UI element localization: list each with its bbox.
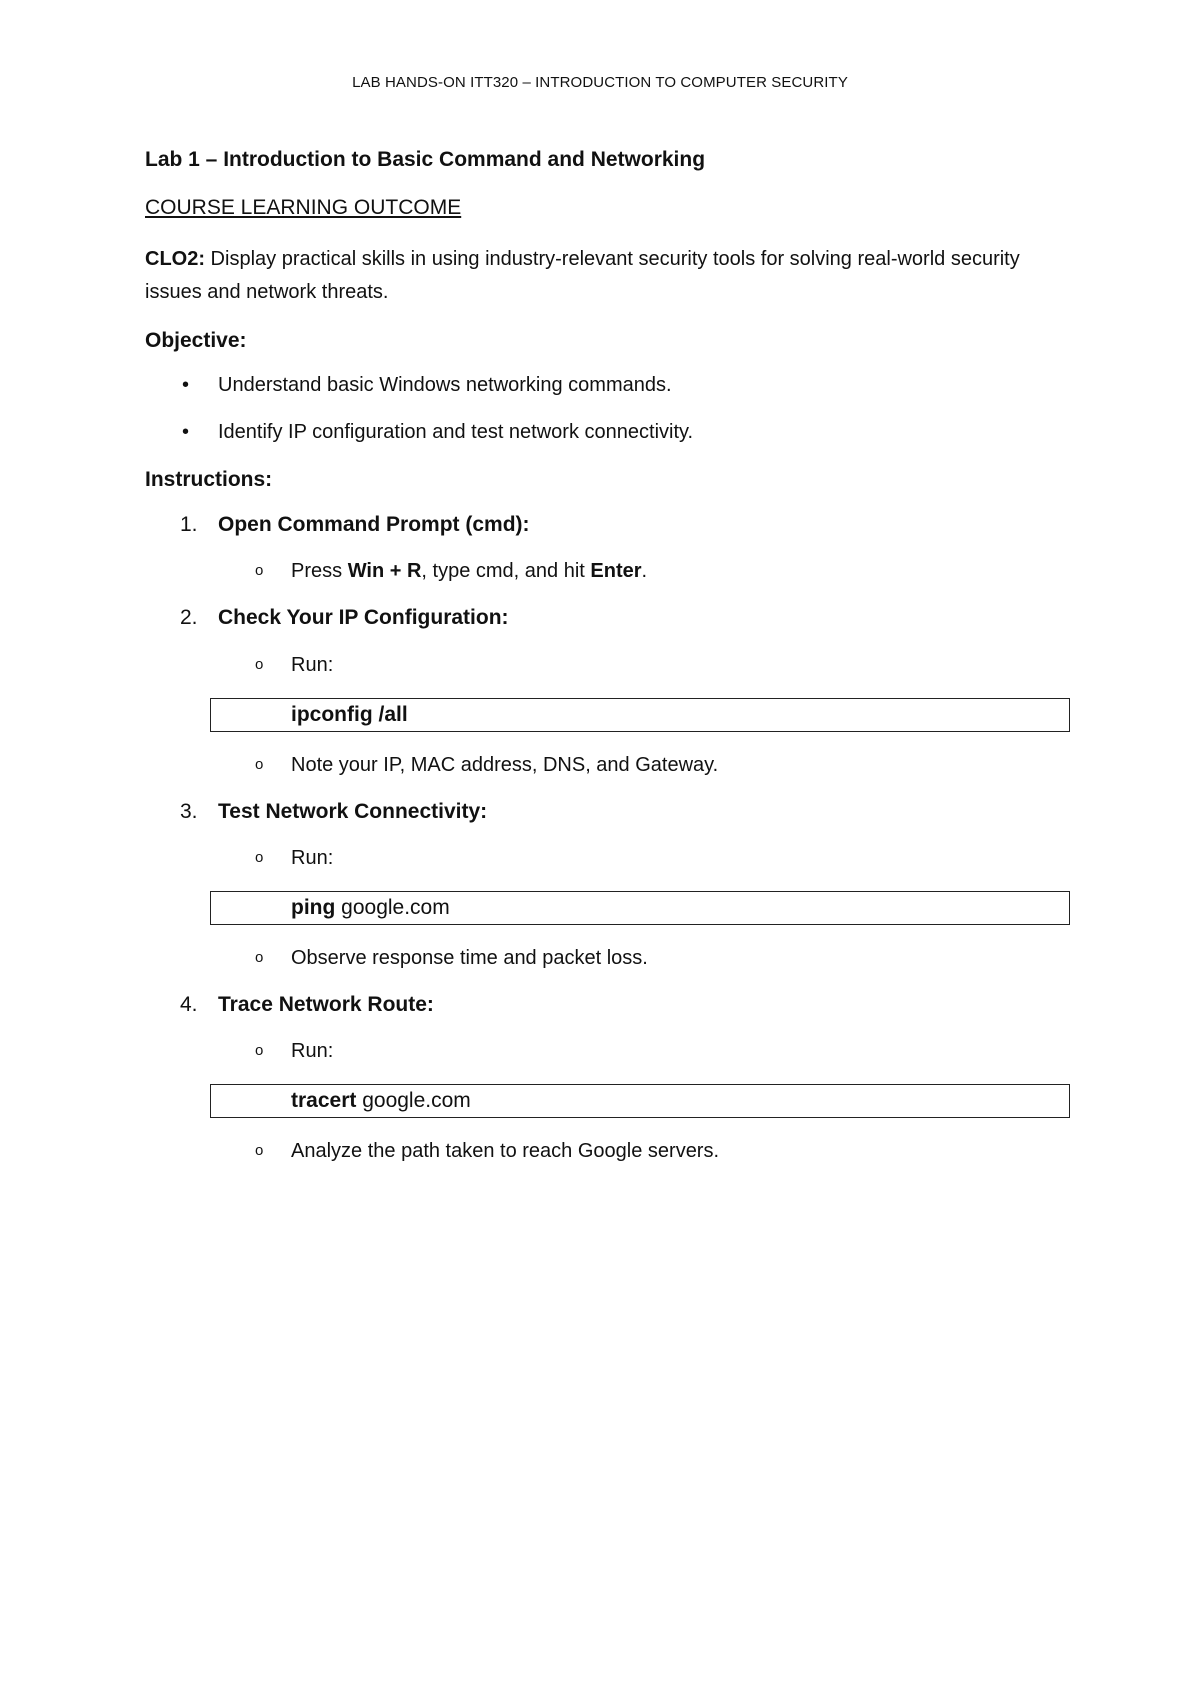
document-body xyxy=(145,146,1065,1184)
step-number: 2. xyxy=(180,606,198,630)
course-learning-outcome-heading: COURSE LEARNING OUTCOME xyxy=(145,196,462,220)
note-text: Analyze the path taken to reach Google servers. xyxy=(291,1140,720,1163)
sub-bullet-icon: o xyxy=(255,949,264,967)
command-name: ipconfig /all xyxy=(291,702,408,726)
step-substep xyxy=(145,1138,1065,1164)
instructions-heading: Instructions: xyxy=(145,467,273,491)
substep-text-mid: , type cmd, and hit xyxy=(421,560,591,583)
sub-bullet-icon: o xyxy=(255,655,264,673)
substep-text-pre: Press xyxy=(291,560,348,583)
instruction-steps xyxy=(145,511,1065,1164)
command-box xyxy=(210,891,1070,925)
bullet-icon: • xyxy=(182,373,190,396)
step-title-text: Open Command Prompt (cmd): xyxy=(218,513,530,537)
step-number: 1. xyxy=(180,513,198,537)
step-substep xyxy=(145,845,1065,871)
command-argument: google.com xyxy=(356,1089,471,1113)
step-substep xyxy=(145,945,1065,971)
run-label: Run: xyxy=(291,847,334,870)
command-argument: google.com xyxy=(335,896,450,920)
command-box xyxy=(210,1084,1070,1118)
step-substep xyxy=(145,1038,1065,1064)
objective-list xyxy=(145,372,1065,445)
enter-key: Enter xyxy=(590,560,642,583)
step-3 xyxy=(145,798,1065,971)
sub-bullet-icon: o xyxy=(255,1142,264,1160)
objective-heading: Objective: xyxy=(145,328,247,352)
step-title-text: Test Network Connectivity: xyxy=(218,799,488,823)
note-text: Note your IP, MAC address, DNS, and Gateway. xyxy=(291,753,719,776)
command-name: ping xyxy=(291,896,336,920)
substep-text-post: . xyxy=(641,560,648,583)
run-label: Run: xyxy=(291,653,334,676)
note-text: Observe response time and packet loss. xyxy=(291,947,648,970)
sub-bullet-icon: o xyxy=(255,562,264,580)
objective-item xyxy=(145,372,1065,398)
run-label: Run: xyxy=(291,1040,334,1063)
step-2 xyxy=(145,604,1065,777)
command-name: tracert xyxy=(291,1089,357,1113)
objective-item-text: Understand basic Windows networking commands. xyxy=(218,373,672,396)
step-4 xyxy=(145,991,1065,1164)
clo-text: Display practical skills in using industry-relevant security tools for solving real-world security issues and network threats. xyxy=(145,247,1020,303)
clo-paragraph xyxy=(145,243,1065,309)
step-substep xyxy=(145,752,1065,778)
lab-title: Lab 1 – Introduction to Basic Command and Networking xyxy=(145,148,706,171)
step-title xyxy=(145,798,1065,825)
step-title-text: Check Your IP Configuration: xyxy=(218,606,509,630)
sub-bullet-icon: o xyxy=(255,849,264,867)
step-substep xyxy=(145,558,1065,584)
page-header: LAB HANDS-ON ITT320 – INTRODUCTION TO COMPUTER SECURITY xyxy=(352,74,848,91)
sub-bullet-icon: o xyxy=(255,755,264,773)
objective-item-text: Identify IP configuration and test network connectivity. xyxy=(218,420,694,443)
bullet-icon: • xyxy=(182,420,190,443)
step-title xyxy=(145,604,1065,631)
step-substep xyxy=(145,652,1065,678)
command-box xyxy=(210,698,1070,732)
sub-bullet-icon: o xyxy=(255,1042,264,1060)
objective-item xyxy=(145,419,1065,445)
step-number: 3. xyxy=(180,799,198,823)
keyboard-shortcut: Win + R xyxy=(347,560,422,583)
step-title xyxy=(145,511,1065,538)
step-title xyxy=(145,991,1065,1018)
clo-label: CLO2: xyxy=(145,247,205,270)
step-title-text: Trace Network Route: xyxy=(218,993,434,1017)
step-1 xyxy=(145,511,1065,584)
step-number: 4. xyxy=(180,993,198,1017)
